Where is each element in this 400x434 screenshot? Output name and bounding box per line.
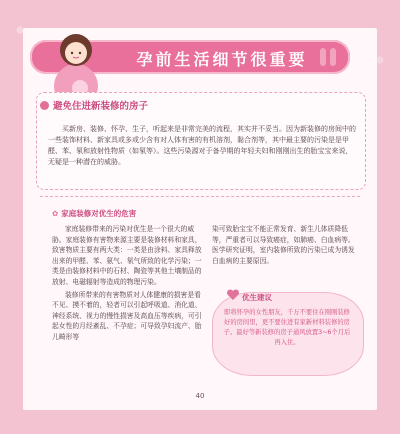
heart-icon — [226, 288, 240, 302]
tip-text: 即将怀孕的女性朋友，千万不要住在刚刚装修好的房间里，更不要住进有家新材料装修的房子。最好等新装修的房子通风放置3~6个月后再入住。 — [223, 309, 351, 346]
section2-right-column: 染可致胎宝宝不能正常发育、新生儿体质降低等，严重者可以导致癌症，如肺癌、白血病等。医学研究证明，室内装修所致的污染已成为诱发白血病的主要原因。 — [212, 225, 355, 265]
section1-heading — [40, 98, 148, 112]
page-number: 40 — [195, 392, 205, 400]
section2-paragraph: 装修所带来的有害物质对人体健康的损害是看不见、摸不着的，轻者可以引起呼吸道、消化道、神经系统、视力的慢性损害及高血压等疾病，可引起女性的月经紊乱、不孕症；可导致孕妇流产、胎儿畸形等 — [52, 290, 202, 341]
section2-paragraph: 家庭装修带来的污染对优生是一个很大的威胁。家庭装修有害物来源主要是装修材料和家具，致害物质主要有两大类：一类是由涂料、家具释放出来的甲醛、苯、氨气、氡气所致的化学污染；一类是由装修材料中的石材、陶瓷等其他土壤制品的放射、电磁辐射等造成的物理污染。 — [52, 225, 202, 286]
section1-heading-text: 避免住进新装修的房子 — [53, 101, 149, 112]
section2-heading-text: 家庭装修对优生的危害 — [61, 209, 137, 218]
flower-icon: ✿ — [52, 209, 59, 218]
section2-heading — [52, 208, 136, 219]
page-title: 孕前生活细节很重要 — [136, 50, 308, 69]
section2-left-column — [52, 224, 202, 345]
section-divider — [40, 196, 360, 197]
bullet-icon — [40, 101, 49, 110]
tip-title: 优生建议 — [242, 293, 272, 302]
section1-body: 买新房、装修、怀孕、生子，听起来是非常完美的流程，其实并不妥当。因为新装修的房间中的一些装饰材料、新家具或多或少含有对人体有害的有机溶剂，黏合剂等，其中最主要的污染是是甲醛、苯、氡和放射性物质（如氡等）。这些污染源对于备孕期的年轻夫妇和刚刚出生的胎宝宝来说，无疑是一种潜在的威胁。 — [48, 125, 356, 166]
